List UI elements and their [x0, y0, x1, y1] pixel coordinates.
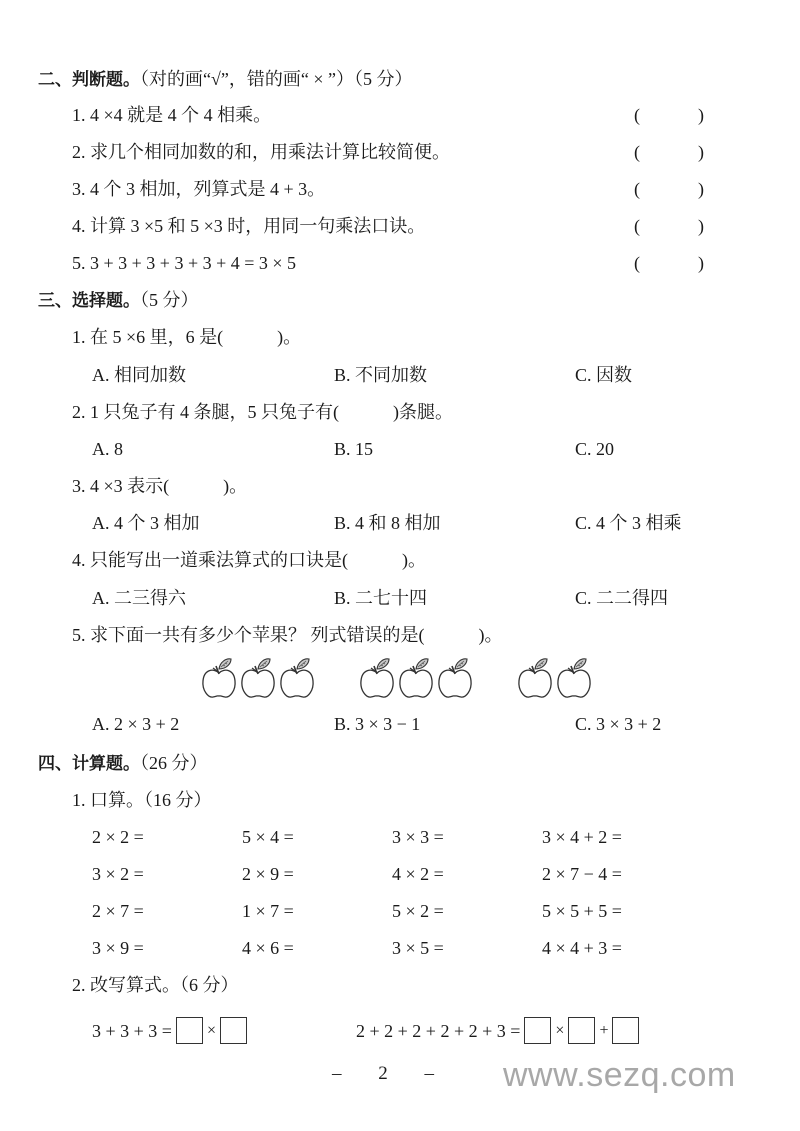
section-3-title: 三、选择题。	[38, 291, 140, 311]
paren-open: (	[634, 142, 640, 162]
paren-open: (	[634, 179, 640, 199]
rewrite-expr-2-text: 2 + 2 + 2 + 2 + 2 + 3 =	[356, 1020, 521, 1041]
paren-close: )	[698, 253, 704, 273]
apple-icon	[358, 657, 396, 701]
page-number: – 2 –	[332, 1063, 450, 1084]
calc-part-2-title: 2. 改写算式。（6 分）	[72, 975, 239, 995]
mc-question-5: 5. 求下面一共有多少个苹果？ 列式错误的是( )。	[72, 625, 503, 645]
mc-question-4: 4. 只能写出一道乘法算式的口诀是( )。	[72, 550, 426, 570]
apple-icon	[516, 657, 554, 701]
apple-group-3	[516, 657, 593, 701]
oral-calc-item[interactable]: 5 × 5 + 5 =	[542, 901, 622, 921]
mc-q1-option-c[interactable]: C. 因数	[575, 365, 633, 385]
section-4-heading	[38, 752, 208, 775]
mc-q4-option-b[interactable]: B. 二七十四	[334, 588, 428, 608]
mc-q3-option-b[interactable]: B. 4 和 8 相加	[334, 513, 441, 533]
oral-calc-item[interactable]: 3 × 9 =	[92, 938, 144, 958]
mc-question-2: 2. 1 只兔子有 4 条腿，5 只兔子有( )条腿。	[72, 402, 453, 422]
calc-part-1-title: 1. 口算。（16 分）	[72, 790, 212, 810]
oral-calc-item[interactable]: 2 × 7 − 4 =	[542, 864, 622, 884]
plus-sign: +	[599, 1021, 609, 1039]
oral-calc-item[interactable]: 4 × 2 =	[392, 864, 444, 884]
oral-calc-item[interactable]: 3 × 5 =	[392, 938, 444, 958]
mc-q2-option-c[interactable]: C. 20	[575, 439, 615, 459]
section-2-instruction: （对的画“√”，错的画“ × ”）（5 分）	[140, 69, 413, 89]
mc-q2-option-a[interactable]: A. 8	[92, 439, 123, 459]
paren-close: )	[698, 216, 704, 236]
rewrite-expression-1	[92, 1014, 251, 1046]
tf-answer-blank-4[interactable]	[634, 215, 704, 237]
section-3-heading	[38, 289, 199, 312]
tf-question-5: 5. 3 + 3 + 3 + 3 + 3 + 4 = 3 × 5	[72, 253, 297, 273]
mc-q3-option-c[interactable]: C. 4 个 3 相乘	[575, 513, 682, 533]
oral-calc-item[interactable]: 1 × 7 =	[242, 901, 294, 921]
mc-q4-option-a[interactable]: A. 二三得六	[92, 588, 186, 608]
tf-question-1: 1. 4 ×4 就是 4 个 4 相乘。	[72, 105, 272, 125]
answer-box[interactable]	[220, 1017, 247, 1044]
tf-answer-blank-1[interactable]	[634, 104, 704, 126]
tf-question-2: 2. 求几个相同加数的和，用乘法计算比较简便。	[72, 142, 450, 162]
apple-icon	[436, 657, 474, 701]
oral-calc-item[interactable]: 5 × 2 =	[392, 901, 444, 921]
paren-open: (	[634, 216, 640, 236]
oral-calc-item[interactable]: 2 × 7 =	[92, 901, 144, 921]
times-sign: ×	[555, 1021, 565, 1039]
answer-box[interactable]	[524, 1017, 551, 1044]
tf-question-3: 3. 4 个 3 相加，列算式是 4 + 3。	[72, 179, 326, 199]
apple-group-2	[358, 657, 474, 701]
apple-group-1	[200, 657, 316, 701]
times-sign: ×	[206, 1021, 216, 1039]
apple-icon	[555, 657, 593, 701]
paren-open: (	[634, 105, 640, 125]
apple-icon	[239, 657, 277, 701]
paren-close: )	[698, 105, 704, 125]
paren-close: )	[698, 179, 704, 199]
mc-question-3: 3. 4 ×3 表示( )。	[72, 476, 248, 496]
mc-q4-option-c[interactable]: C. 二二得四	[575, 588, 669, 608]
mc-q1-option-b[interactable]: B. 不同加数	[334, 365, 428, 385]
mc-question-1: 1. 在 5 ×6 里，6 是( )。	[72, 327, 302, 347]
apple-icon	[397, 657, 435, 701]
watermark: www.sezq.com	[503, 1056, 736, 1094]
tf-answer-blank-3[interactable]	[634, 178, 704, 200]
rewrite-expr-1-text: 3 + 3 + 3 =	[92, 1020, 172, 1041]
mc-q5-option-b[interactable]: B. 3 × 3 − 1	[334, 714, 421, 734]
section-2-title: 二、判断题。	[38, 70, 140, 90]
tf-question-4: 4. 计算 3 ×5 和 5 ×3 时，用同一句乘法口诀。	[72, 216, 426, 236]
mc-q5-option-c[interactable]: C. 3 × 3 + 2	[575, 714, 662, 734]
section-2-heading	[38, 68, 413, 91]
answer-box[interactable]	[176, 1017, 203, 1044]
mc-q3-option-a[interactable]: A. 4 个 3 相加	[92, 513, 200, 533]
oral-calc-item[interactable]: 5 × 4 =	[242, 827, 294, 847]
mc-q5-option-a[interactable]: A. 2 × 3 + 2	[92, 714, 180, 734]
apple-icon	[200, 657, 238, 701]
paren-open: (	[634, 253, 640, 273]
oral-calc-item[interactable]: 3 × 4 + 2 =	[542, 827, 622, 847]
section-4-title: 四、计算题。	[38, 754, 140, 774]
oral-calc-item[interactable]: 4 × 4 + 3 =	[542, 938, 622, 958]
oral-calc-item[interactable]: 3 × 2 =	[92, 864, 144, 884]
oral-calc-item[interactable]: 2 × 2 =	[92, 827, 144, 847]
answer-box[interactable]	[612, 1017, 639, 1044]
paren-close: )	[698, 142, 704, 162]
mc-q2-option-b[interactable]: B. 15	[334, 439, 374, 459]
oral-calc-item[interactable]: 4 × 6 =	[242, 938, 294, 958]
apple-icon	[278, 657, 316, 701]
tf-answer-blank-5[interactable]	[634, 252, 704, 274]
oral-calc-item[interactable]: 3 × 3 =	[392, 827, 444, 847]
rewrite-expression-2	[356, 1014, 643, 1046]
answer-box[interactable]	[568, 1017, 595, 1044]
section-4-points: （26 分）	[140, 753, 208, 773]
oral-calc-item[interactable]: 2 × 9 =	[242, 864, 294, 884]
section-3-points: （5 分）	[140, 290, 199, 310]
mc-q1-option-a[interactable]: A. 相同加数	[92, 365, 186, 385]
tf-answer-blank-2[interactable]	[634, 141, 704, 163]
